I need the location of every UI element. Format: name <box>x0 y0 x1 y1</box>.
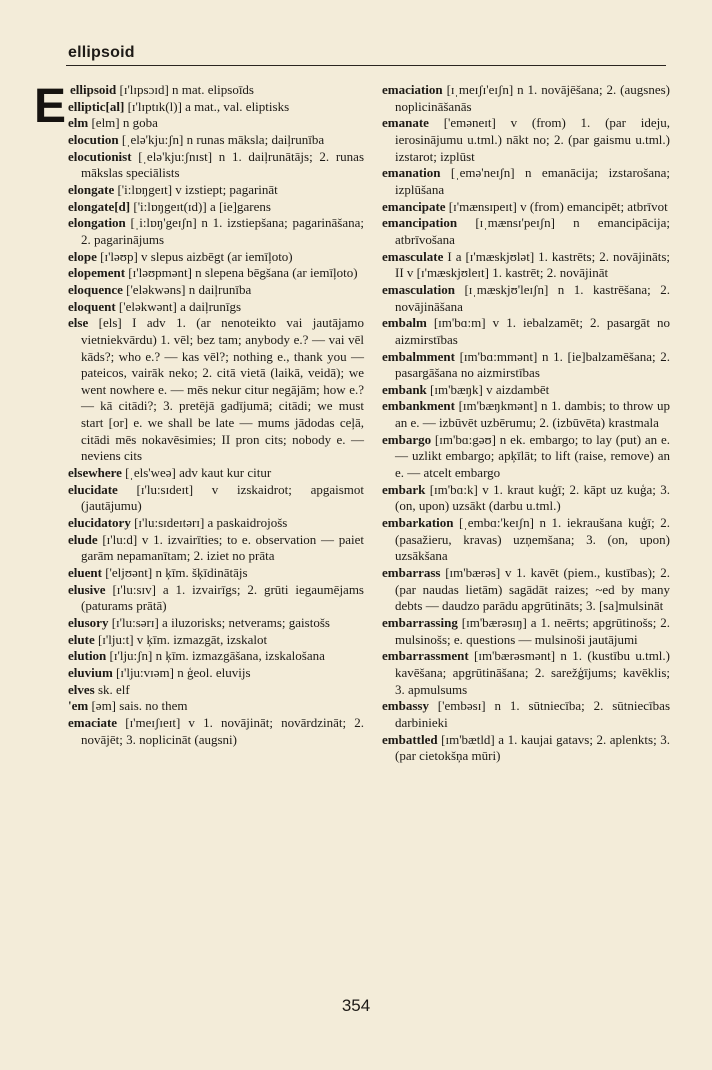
dictionary-entry <box>382 648 670 698</box>
entry-definition: [ɪm'bærəsmənt] n 1. (kustību u.tml.) kavēšana; apgrūtināšana; 2. sarežģījums; kavēklis; 3. apmulsums <box>395 648 670 697</box>
entry-headword: embalmment <box>382 348 455 364</box>
dictionary-entry <box>70 82 364 99</box>
entry-headword: elocutionist <box>68 148 132 164</box>
dictionary-entry <box>382 199 670 216</box>
entry-headword: 'em <box>68 698 89 714</box>
dictionary-entry <box>68 532 364 565</box>
entry-headword: else <box>68 315 89 331</box>
entry-headword: elliptic[al] <box>68 98 125 114</box>
entry-headword: embattled <box>382 731 438 747</box>
dictionary-entry <box>68 149 364 182</box>
running-head: ellipsoid <box>68 44 135 61</box>
dictionary-entry <box>68 199 364 216</box>
entry-headword: elude <box>68 531 98 547</box>
entry-definition: [ɪm'bɑ:gəʊ] n ek. embargo; to lay (put) an e. — uzlikt embargo; apķīlāt; to lift (raise, remove) an e. — atcelt embargo <box>395 431 670 481</box>
entry-headword: elopement <box>68 265 126 281</box>
dictionary-entry <box>382 615 670 648</box>
entry-definition: sk. elf <box>94 681 130 697</box>
entry-definition: [ɪ'lu:d] v 1. izvairīties; to e. observation — paiet garām nepamanītam; 2. iziet no prāta <box>81 531 364 564</box>
entry-definition: [ɪ'lju:t] v ķīm. izmazgāt, izskalot <box>94 631 268 647</box>
entry-definition: [elm] n goba <box>88 115 158 131</box>
entry-definition: [ɪ'ləʊpmənt] n slepena bēgšana (ar iemīļoto) <box>125 265 358 281</box>
dictionary-entry <box>68 482 364 515</box>
dictionary-entry <box>68 132 364 149</box>
entry-definition: [ɪm'bætld] a 1. kaujai gatavs; 2. aplenkts; 3. (par cietokšņa mūri) <box>395 731 670 764</box>
dictionary-entry <box>68 632 364 649</box>
entry-definition: [ɪ'lu:sɪv] a 1. izvairīgs; 2. grūti iegaumējams (paturams prātā) <box>81 581 364 614</box>
entry-headword: embarkation <box>382 515 454 531</box>
dictionary-entry <box>382 315 670 348</box>
entry-definition: [ɪm'bærəs] v 1. kavēt (piem., kustības); 2. (par naudas lietām) sagādāt raizes; ~ed by many debts — daudzo parādu apgrūtināts; 3. [sa]mulsināt <box>395 565 670 614</box>
entry-definition: [ˌels'weə] adv kaut kur citur <box>121 465 272 481</box>
entry-definition: [ɪ'lɪptɪk(l)] a mat., val. eliptisks <box>124 98 290 114</box>
dictionary-entry <box>68 249 364 266</box>
dictionary-entry <box>382 115 670 165</box>
entry-headword: emaciate <box>68 714 118 730</box>
dictionary-entry <box>68 465 364 482</box>
entry-definition: [ɪm'bɑ:k] v 1. kraut kuģī; 2. kāpt uz kuģa; 3. (on, upon) uzsākt (darbu u.tml.) <box>395 481 670 514</box>
entry-definition: [ɪm'bærəsɪŋ] a 1. neērts; apgrūtinošs; 2. mulsinošs; e. questions — mulsinoši jautājumi <box>395 615 670 647</box>
entry-definition: [ɪ'lu:sɪdeɪtərɪ] a paskaidrojošs <box>130 515 288 531</box>
dictionary-entry <box>68 115 364 132</box>
dictionary-entry <box>382 165 670 198</box>
dictionary-entry <box>68 299 364 316</box>
entry-definition: ['i:lɒŋgeɪt(ɪd)] a [ie]garens <box>130 198 271 214</box>
entry-definition: [ɪ'lu:sərɪ] a iluzorisks; netverams; gaistošs <box>108 615 330 630</box>
entry-definition: [ɪ'ləʊp] v slepus aizbēgt (ar iemīļoto) <box>96 248 293 264</box>
entry-headword: emancipation <box>382 215 458 231</box>
entry-headword: elucidatory <box>68 515 131 531</box>
dictionary-entry <box>382 382 670 399</box>
entry-headword: embassy <box>382 698 429 714</box>
right-column <box>382 82 670 765</box>
entry-definition: ['eləkwəns] n daiļrunība <box>122 281 252 297</box>
entry-definition: [ɪˌmæskjʊ'leɪʃn] n 1. kastrēšana; 2. novājināšana <box>395 281 670 314</box>
entry-headword: emancipate <box>382 198 446 214</box>
dictionary-entry <box>68 265 364 282</box>
entry-headword: embark <box>382 481 426 497</box>
entry-headword: emanate <box>382 115 429 131</box>
entry-definition: ['embəsɪ] n 1. sūtniecība; 2. sūtniecības darbinieki <box>395 698 670 730</box>
entry-definition: [ɪm'bɑ:m] v 1. iebalzamēt; 2. pasargāt no aizmirstības <box>395 315 670 347</box>
entry-definition: [ˌembɑ:'keɪʃn] n 1. iekraušana kuģī; 2. (pasažieru, kravas) uzņemšana; 3. (on, upon) uzsākšana <box>395 515 670 564</box>
entry-definition: [ɪm'bɑ:mmənt] n 1. [ie]balzamēšana; 2. pasargāšana no aizmirstības <box>395 348 670 381</box>
entry-definition: [ɪˌmeɪʃɪ'eɪʃn] n 1. novājēšana; 2. (augsnes) noplicināšanās <box>395 82 670 114</box>
entry-headword: eluent <box>68 565 102 581</box>
entry-headword: elves <box>68 681 95 697</box>
entry-headword: eloquence <box>68 281 123 297</box>
entry-headword: eluvium <box>68 664 113 680</box>
entry-definition: [ɪ'lu:sɪdeɪt] v izskaidrot; apgaismot (jautājumu) <box>81 481 364 514</box>
entry-definition: [ɪ'lɪpsɔɪd] n mat. elipsoīds <box>116 82 254 97</box>
dictionary-entry <box>382 515 670 565</box>
dictionary-entry <box>68 715 364 748</box>
entry-headword: elongation <box>68 215 126 231</box>
dictionary-entry <box>68 282 364 299</box>
dictionary-entry <box>382 432 670 482</box>
entry-headword: elusory <box>68 615 109 630</box>
dictionary-entry <box>68 315 364 465</box>
left-column <box>68 82 364 748</box>
entry-headword: ellipsoid <box>70 82 117 97</box>
entry-headword: emaciation <box>382 82 443 97</box>
entry-headword: embarrassing <box>382 615 458 630</box>
dictionary-entry <box>382 732 670 765</box>
entry-definition: [ɪ'mænsɪpeɪt] v (from) emancipēt; atbrīvot <box>445 198 668 214</box>
dictionary-entry <box>382 249 670 282</box>
entry-definition: ['i:lɒŋgeɪt] v izstiept; pagarināt <box>114 181 278 197</box>
page-number: 354 <box>341 996 371 1015</box>
entry-definition: ['eləkwənt] a daiļrunīgs <box>115 298 242 314</box>
entry-headword: embank <box>382 381 427 397</box>
entry-definition: [ɪm'bæŋk] v aizdambēt <box>426 381 550 397</box>
entry-definition: [ɪm'bæŋkmənt] n 1. dambis; to throw up an e. — izbūvēt uzbērumu; 2. (izbūvēta) krastmala <box>395 398 670 431</box>
entry-headword: elsewhere <box>68 465 122 481</box>
entry-definition: [ˌi:lɒŋ'geɪʃn] n 1. izstiepšana; pagarināšana; 2. pagarinājums <box>81 215 364 247</box>
dictionary-entry <box>68 215 364 248</box>
dictionary-entry <box>68 698 364 715</box>
dictionary-entry <box>68 99 364 116</box>
entry-headword: emasculation <box>382 281 455 297</box>
entry-headword: elusive <box>68 581 106 597</box>
entry-definition: [əm] sais. no them <box>88 698 188 714</box>
entry-headword: elongate <box>68 181 115 197</box>
entry-definition: [ɪ'lju:vɪəm] n ģeol. eluvijs <box>112 664 251 680</box>
dictionary-entry <box>68 615 364 632</box>
entry-headword: embarrassment <box>382 648 469 664</box>
dictionary-entry <box>68 665 364 682</box>
dictionary-entry <box>382 698 670 731</box>
entry-definition: ['eməneɪt] v (from) 1. (par ideju, ierosinājumu u.tml.) nākt no; 2. (par gaismu u.tml.) izstarot; izplūst <box>395 115 670 164</box>
entry-headword: elucidate <box>68 481 118 497</box>
entry-headword: embarrass <box>382 565 441 581</box>
dictionary-entry <box>382 282 670 315</box>
entry-definition: [ˌemə'neɪʃn] n emanācija; izstarošana; izplūšana <box>395 165 670 197</box>
dictionary-entry <box>382 215 670 248</box>
entry-headword: embalm <box>382 315 427 331</box>
dictionary-entry <box>68 565 364 582</box>
dictionary-entry <box>382 82 670 115</box>
entry-headword: emasculate <box>382 248 444 264</box>
entry-definition: I a [ɪ'mæskjʊlət] 1. kastrēts; 2. novājināts; II v [ɪ'mæskjʊleɪt] 1. kastrēt; 2. novājināt <box>395 248 670 281</box>
dictionary-entry <box>382 565 670 615</box>
entry-headword: emanation <box>382 165 441 181</box>
entry-definition: [els] I adv 1. (ar nenoteikto vai jautājamo vietniekvārdu) 1. vēl; bez tam; anybody e.? — vai vēl kāds?; who e.? — kas vēl?; nothing e., thank you — pateicos, vairāk neko; 2. citā vietā (laikā, veidā); we went nowhere e. — mēs nekur citur negājām; how e.? — kā citādi?; 3. pretējā gadījumā; citādi; we must start [or] e. we shall be late — mums jādodas ceļā, citādi mēs nokavēsimies; II pron cits; nobody e. — neviens cits <box>81 315 364 464</box>
entry-headword: elongate[d] <box>68 198 131 214</box>
dictionary-entry <box>68 182 364 199</box>
entry-headword: elocution <box>68 131 119 147</box>
entry-definition: [ɪˌmænsɪ'peɪʃn] n emancipācija; atbrīvošana <box>395 215 670 247</box>
section-letter: E <box>34 80 67 133</box>
dictionary-entry <box>68 582 364 615</box>
entry-definition: [ɪ'meɪʃɪeɪt] v 1. novājināt; novārdzināt; 2. novājēt; 3. noplicināt (augsni) <box>81 714 364 747</box>
dictionary-entry <box>382 398 670 431</box>
header-rule <box>66 65 666 66</box>
entry-headword: embargo <box>382 431 432 447</box>
entry-headword: embankment <box>382 398 455 414</box>
entry-definition: [ˌelə'kju:ʃn] n runas māksla; daiļrunība <box>118 131 325 147</box>
dictionary-entry <box>68 648 364 665</box>
entry-headword: elute <box>68 631 95 647</box>
entry-headword: elution <box>68 648 107 664</box>
entry-headword: elm <box>68 115 89 131</box>
entry-headword: eloquent <box>68 298 116 314</box>
dictionary-entry <box>382 349 670 382</box>
entry-headword: elope <box>68 248 97 264</box>
entry-definition: [ɪ'lju:ʃn] n ķīm. izmazgāšana, izskalošana <box>106 648 325 664</box>
dictionary-entry <box>382 482 670 515</box>
dictionary-entry <box>68 515 364 532</box>
dictionary-entry <box>68 682 364 699</box>
entry-definition: ['eljʊənt] n ķīm. šķīdinātājs <box>101 565 248 581</box>
entry-definition: [ˌelə'kju:ʃnɪst] n 1. daiļrunātājs; 2. runas mākslas speciālists <box>81 148 364 181</box>
